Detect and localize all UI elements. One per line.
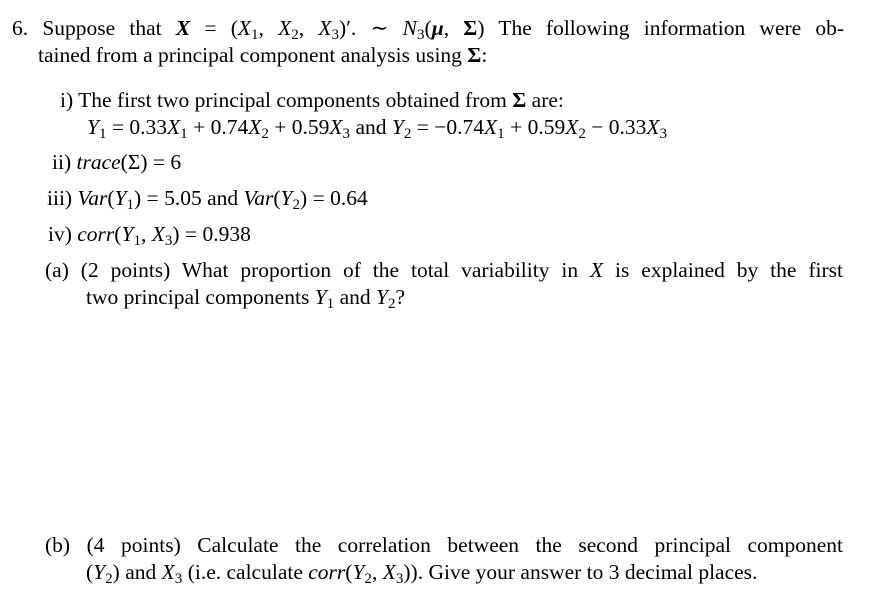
item-iv: iv) $corr(Y_1$, $X_3) = 0.938$	[48, 222, 251, 249]
part-b-line-2: $(Y_2)$ and $X_3$ (i.e. calculate $corr(Y_2$, $X_3$)). Give your answer to 3 decimal places.	[86, 560, 758, 587]
part-label: (b)	[45, 533, 71, 557]
part-label: (a)	[45, 258, 69, 282]
problem-number: 6.	[12, 16, 29, 40]
item-label: iv)	[48, 222, 72, 246]
part-a-line-2: two principal components $Y_1$ and $Y_2$?	[86, 285, 406, 312]
item-i-line-1: i) The first two principal components obtained from Σ are:	[60, 88, 564, 112]
part-b-line-1: (b) (4 points) Calculate the correlation between the second principal component	[45, 533, 844, 557]
item-iii: iii) $Var(Y_1) = 5.05$ and $Var(Y_2) = 0.64$	[47, 186, 368, 213]
part-a-line-1: (a) (2 points) What proportion of the total variability in X is explained by the first	[45, 258, 843, 282]
item-i-equations: $Y_1 = 0.33X_1 + 0.74X_2 + 0.59X_3$ and $Y_2 = -0.74X_1 + 0.59X_2 - 0.33X_3$	[87, 115, 668, 142]
item-label: ii)	[52, 150, 72, 174]
item-label: iii)	[47, 186, 73, 210]
item-ii: ii) trace(Σ) = 6	[52, 150, 182, 174]
problem-intro-line-1: 6. Suppose that $X = (X_1$, $X_2$, $X_3)'$. ∼ $N_3(\mu$, Σ) The following information were ob-	[12, 16, 845, 43]
item-label: i)	[60, 88, 74, 112]
problem-intro-line-2: tained from a principal component analysis using Σ:	[38, 43, 488, 67]
vector-definition: $X = (X_1$, $X_2$, $X_3)'$. ∼ $N_3(\mu$, Σ)	[175, 16, 485, 43]
